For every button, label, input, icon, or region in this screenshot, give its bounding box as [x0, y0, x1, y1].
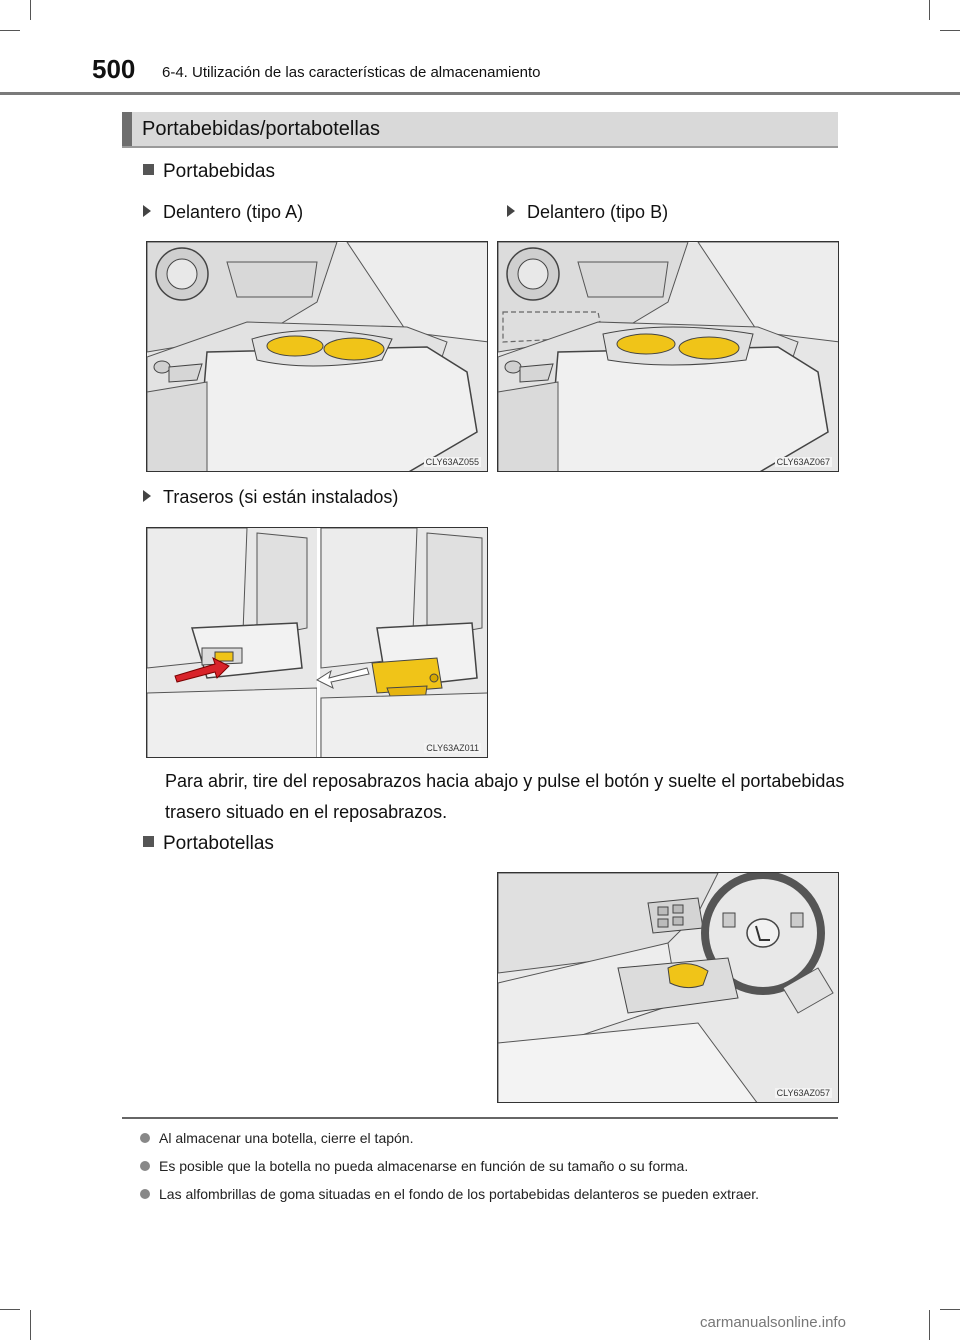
circle-bullet-icon	[140, 1189, 150, 1199]
cup-holders-heading-text: Portabebidas	[163, 161, 275, 182]
rear-cup-holder-figure	[146, 527, 488, 758]
rear-label	[143, 487, 398, 508]
crop-mark	[929, 0, 930, 20]
note-item	[140, 1129, 840, 1148]
triangle-bullet-icon	[507, 205, 515, 217]
door-bottle-holder-illustration	[498, 873, 839, 1103]
rear-instructions: Para abrir, tire del reposabrazos hacia abajo y pulse el botón y suelte el portabebidas trasero situado en el reposabrazos.	[165, 771, 845, 822]
note-text: Al almacenar una botella, cierre el tapón.	[159, 1130, 414, 1146]
front-b-label	[507, 202, 668, 223]
bottle-holders-heading	[143, 833, 274, 855]
notes-divider	[122, 1117, 838, 1119]
crop-mark	[929, 1310, 930, 1340]
section-title-bar	[122, 112, 838, 148]
section-path: 6-4. Utilización de las características de almacenamiento	[162, 64, 541, 81]
front-console-b-illustration	[498, 242, 839, 472]
front-cup-holder-a-figure	[146, 241, 488, 472]
note-item	[140, 1157, 840, 1176]
note-item	[140, 1185, 840, 1204]
square-bullet-icon	[143, 164, 154, 175]
front-b-label-text: Delantero (tipo B)	[527, 202, 669, 222]
triangle-bullet-icon	[143, 490, 151, 502]
section-title: Portabebidas/portabotellas	[142, 118, 380, 140]
front-a-label-text: Delantero (tipo A)	[163, 202, 304, 222]
crop-mark	[30, 0, 31, 20]
crop-mark	[940, 1309, 960, 1310]
page-number: 500	[92, 54, 136, 84]
front-console-a-illustration	[147, 242, 488, 472]
cup-holders-heading	[143, 161, 275, 183]
bottle-holders-heading-text: Portabotellas	[163, 833, 274, 854]
circle-bullet-icon	[140, 1161, 150, 1171]
figure-code: CLY63AZ011	[426, 743, 479, 753]
circle-bullet-icon	[140, 1133, 150, 1143]
front-a-label	[143, 202, 303, 223]
figure-code: CLY63AZ057	[776, 1088, 830, 1098]
note-text: Las alfombrillas de goma situadas en el fondo de los portabebidas delanteros se pueden extraer.	[159, 1186, 760, 1202]
figure-code: CLY63AZ055	[425, 457, 479, 467]
crop-mark	[30, 1310, 31, 1340]
front-cup-holder-b-figure	[497, 241, 839, 472]
figure-code: CLY63AZ067	[776, 457, 830, 467]
rear-armrest-illustration	[147, 528, 488, 758]
crop-mark	[940, 30, 960, 31]
square-bullet-icon	[143, 836, 154, 847]
rear-label-text: Traseros (si están instalados)	[163, 487, 399, 507]
header-rule	[0, 92, 960, 95]
watermark: carmanualsonline.info	[700, 1314, 846, 1331]
bottle-holder-figure	[497, 872, 839, 1103]
triangle-bullet-icon	[143, 205, 151, 217]
crop-mark	[0, 1309, 20, 1310]
note-text: Es posible que la botella no pueda almacenarse en función de su tamaño o su forma.	[159, 1158, 689, 1174]
section-bar-accent	[122, 112, 132, 146]
crop-mark	[0, 30, 20, 31]
